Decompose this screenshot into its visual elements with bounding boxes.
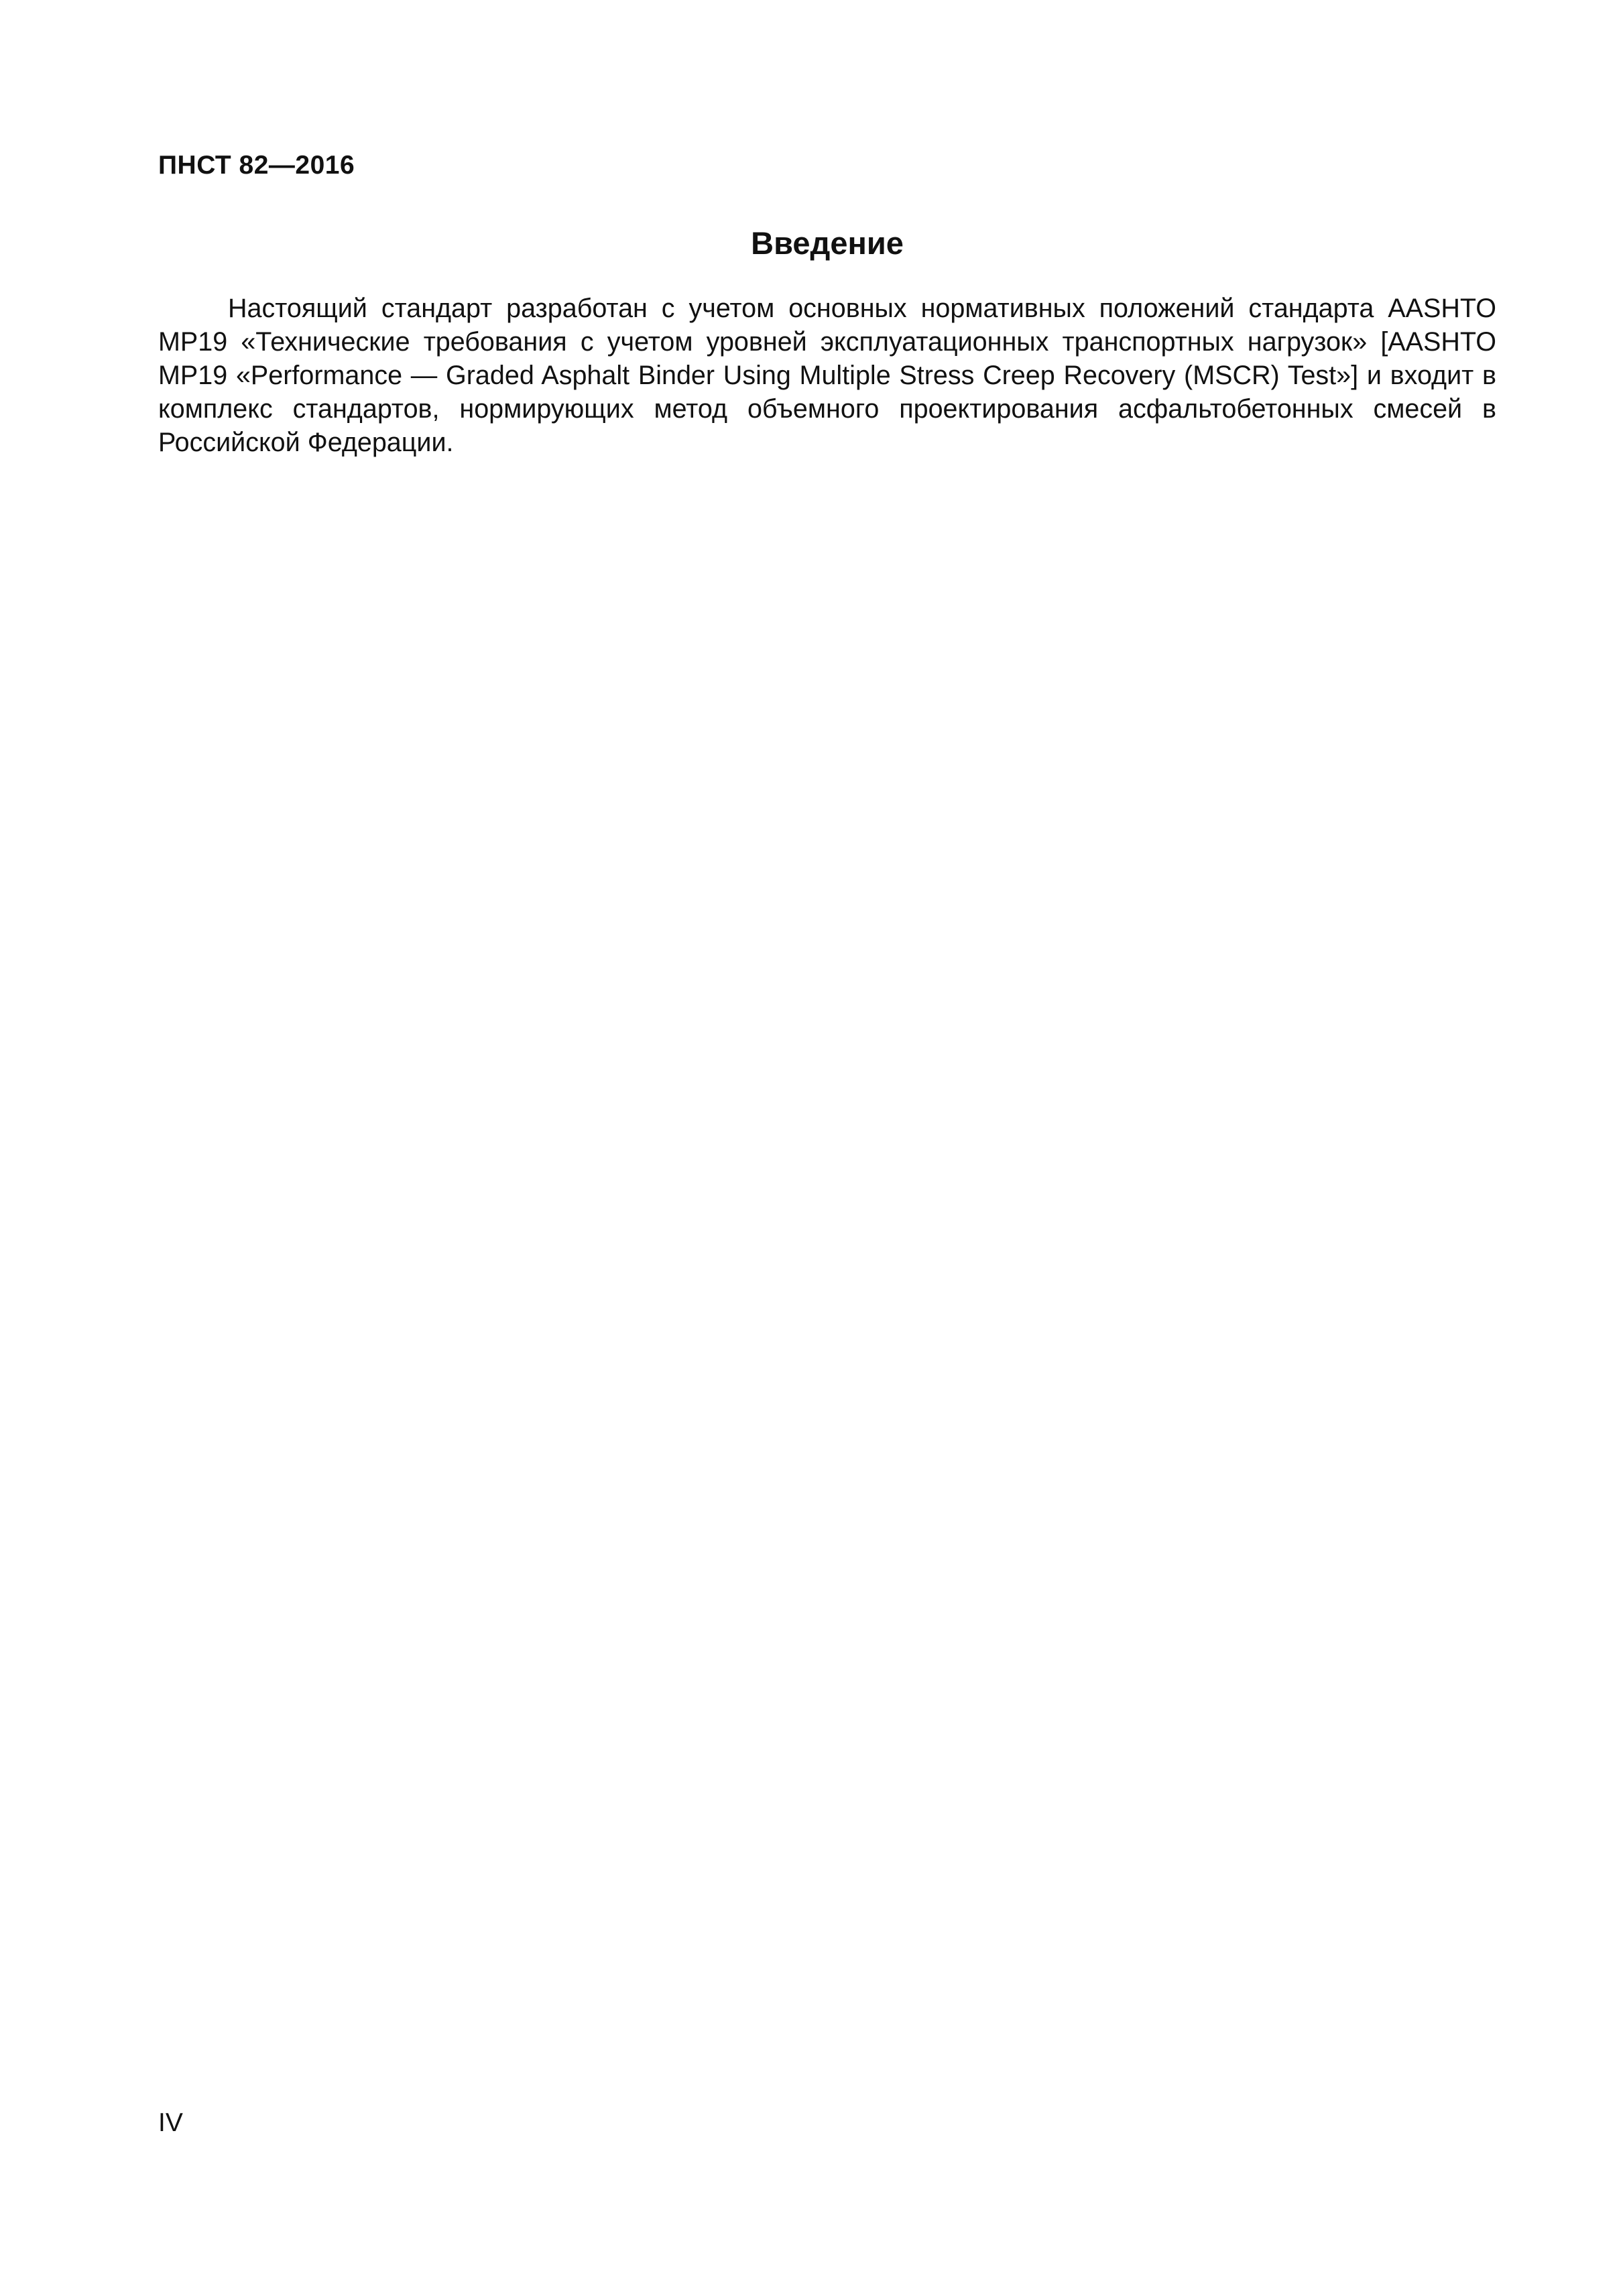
document-designation: ПНСТ 82—2016 (158, 151, 355, 180)
introduction-paragraph: Настоящий стандарт разработан с учетом основных нормативных положений стандарта AASHTO MP19 «Технические требования с учетом уровней эксплуатационных транспортных нагрузок» [AASHTO MP19 «Performance — Graded Asphalt Binder Using Multiple Stress Creep Recovery (MSCR) Test»] и входит в комплекс стандартов, нормирующих метод объемного проектирования асфальтобетонных смесей в Российской Федерации. (158, 294, 1496, 457)
page-number: IV (158, 2108, 183, 2137)
section-title: Введение (751, 225, 904, 261)
